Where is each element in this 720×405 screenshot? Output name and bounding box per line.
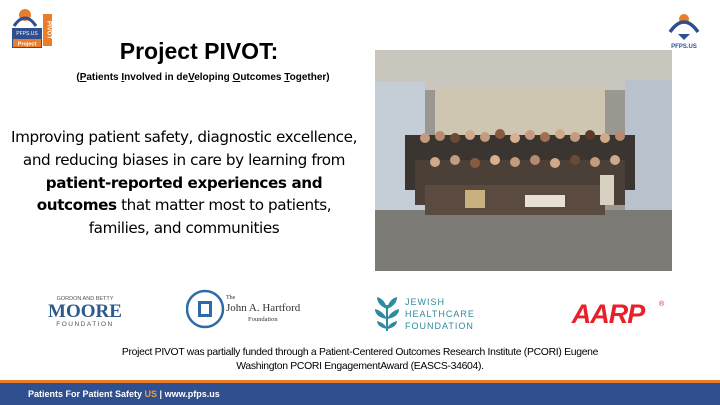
pfps-logo <box>664 10 704 50</box>
mission-text-bold: patient-reported experiences and outcomes <box>36 173 323 215</box>
subtitle-initial: O <box>232 72 241 83</box>
logo-pivot-text: PIVOT <box>45 20 52 40</box>
mission-text-part1: Improving patient safety, diagnostic excellence, and reducing biases in care by learning from <box>10 128 357 169</box>
aarp-registered-mark: ® <box>659 301 665 308</box>
mission-text-part2: that matter most to patients, families, and communities <box>88 196 332 238</box>
footer-text <box>28 389 220 399</box>
subtitle-fragment: atients <box>86 72 122 83</box>
subtitle-fragment: ( <box>76 72 80 83</box>
subtitle-fragment: ) <box>326 72 330 83</box>
subtitle-fragment: utcomes <box>240 72 285 83</box>
moore-line2: MOORE <box>48 301 122 322</box>
footer-text-us: US <box>144 389 158 399</box>
footer-text-url: | www.pfps.us <box>157 389 220 399</box>
photo-floor <box>375 210 672 271</box>
hartford-foundation-logo <box>186 287 306 331</box>
jewish-line1: JEWISH <box>405 297 446 307</box>
funding-note <box>60 346 660 373</box>
footer-bar <box>0 380 720 405</box>
jewish-healthcare-leaf-icon <box>375 297 399 331</box>
funding-line2: Washington PCORI EngagementAward (EASCS-34604). <box>236 360 484 372</box>
group-photo <box>375 50 672 271</box>
page-title: Project PIVOT: <box>119 38 279 64</box>
footer-text-org: Patients For Patient Safety <box>28 389 145 399</box>
jewish-healthcare-foundation-logo <box>373 291 493 335</box>
logo-pfps-text: PFPS.US <box>16 31 38 37</box>
jewish-line2: HEALTHCARE <box>405 309 475 319</box>
subtitle-fragment: ogether <box>289 72 327 83</box>
subtitle-initial: T <box>284 72 290 83</box>
pfps-logo-arms <box>670 22 698 32</box>
hartford-line1: The <box>226 295 236 301</box>
photo-crowd <box>405 129 635 215</box>
subtitle-initial: V <box>188 72 195 83</box>
hartford-line2: John A. Hartford <box>226 302 301 314</box>
moore-line3: FOUNDATION <box>56 321 114 328</box>
funding-line1: Project PIVOT was partially funded through a Patient-Centered Outcomes Research Institute (PCORI) Eugene <box>121 347 599 358</box>
subtitle-initial: I <box>121 72 125 83</box>
page-subtitle <box>28 72 378 83</box>
pfps-logo-body <box>678 34 690 40</box>
aarp-text: AARP <box>571 299 645 327</box>
logo-project-text: Project <box>17 41 37 48</box>
subtitle-fragment: nvolved in de <box>124 72 189 83</box>
mission-statement <box>8 126 360 240</box>
subtitle-initial: P <box>79 72 87 83</box>
jewish-line3: FOUNDATION <box>405 321 474 331</box>
logo-figure-arms <box>14 18 36 26</box>
pfps-logo-text: PFPS.US <box>671 44 697 50</box>
moore-foundation-logo <box>40 293 130 333</box>
hartford-line3: Foundation <box>248 316 278 323</box>
subtitle-fragment: eloping <box>194 72 233 83</box>
moore-line1: GORDON AND BETTY <box>56 296 114 302</box>
aarp-logo <box>556 297 668 327</box>
